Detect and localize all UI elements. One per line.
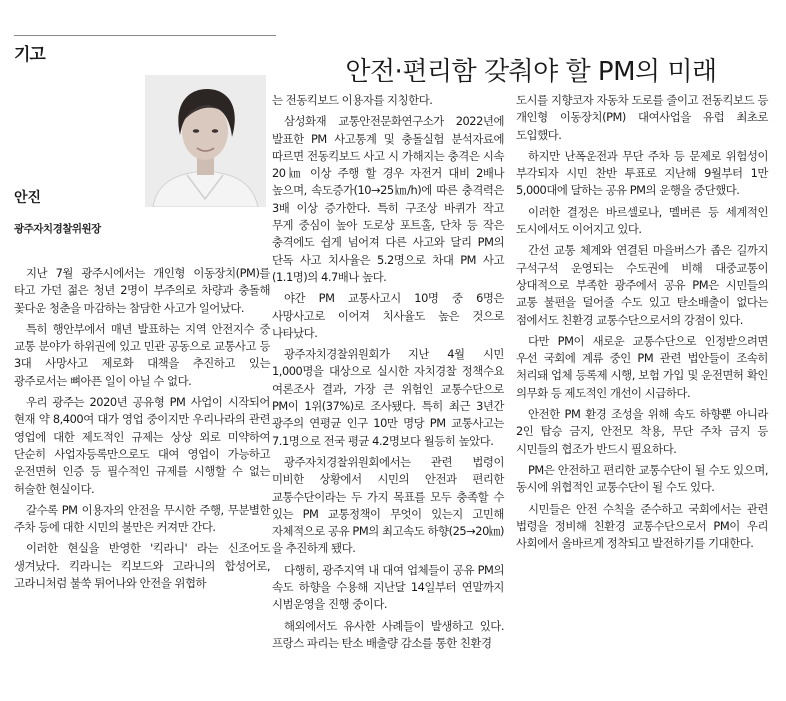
paragraph: 우리 광주는 2020년 공유형 PM 사업이 시작되어 현재 약 8,400여 대가 영업 중이지만 우리나라의 관련 영업에 대한 제도적인 규제는 상상 외로 미약하여 단순히 사업자등록만으로도 대여 영업이 가능하고 운전면허 인증 등 필수적인 규제를 시행할 수 없는 허술한 현실이다. [14,395,270,496]
article-column-1 [14,265,270,592]
paragraph: 특히 행안부에서 매년 발표하는 지역 안전지수 중 교통 분야가 하위권에 있고 민관 공동으로 교통사고 등 3대 사망사고 제로화 대책을 추진하고 있는 광주로서는 뼈아픈 일이 아닐 수 없다. [14,321,270,388]
paragraph: 하지만 난폭운전과 무단 주차 등 문제로 위험성이 부각되자 시민 찬반 투표로 지난해 9월부터 1만 5,000대에 달하는 공유 PM의 운행을 중단했다. [516,148,768,198]
paragraph: 야간 PM 교통사고시 10명 중 6명은 사망사고로 이어져 치사율도 높은 것으로 나타났다. [272,291,504,340]
paragraph: 지난 7월 광주시에서는 개인형 이동장치(PM)를 타고 가던 젊은 청년 2명이 부주의로 차량과 충돌해 꽃다운 청춘을 마감하는 참담한 사고가 일어났다. [14,266,270,315]
paragraph: 다행히, 광주지역 내 대여 업체들이 공유 PM의 속도 하향을 수용해 지난달 14일부터 연말까지 시범운영을 진행 중이다. [272,562,504,612]
article-headline: 안전·편리함 갖춰야 할 PM의 미래 [345,57,717,88]
paragraph: 해외에서도 유사한 사례들이 발생하고 있다. 프랑스 파리는 탄소 배출량 감소를 통한 친환경 [272,618,504,650]
paragraph: 갈수록 PM 이용자의 안전을 무시한 주행, 무분별한 주차 등에 대한 시민의 불만은 커져만 간다. [14,502,270,535]
paragraph: 도시를 지향코자 자동차 도로를 줄이고 전동킥보드 등 개인형 이동장치(PM) 대여사업을 유럽 최초로 도입했다. [516,93,768,142]
paragraph: 안전한 PM 환경 조성을 위해 속도 하향뿐 아니라 2인 탑승 금지, 안전모 착용, 무단 주차 금지 등 시민들의 협조가 반드시 필요하다. [516,407,768,456]
article-column-2 [272,92,504,652]
paragraph: 시민들은 안전 수칙을 준수하고 국회에서는 관련 법령을 정비해 친환경 교통수단으로서 PM이 우리 사회에서 올바르게 정착되고 발전하기를 기대한다. [516,501,768,551]
paragraph: 간선 교통 체계와 연결된 마을버스가 좁은 길까지 구석구석 운영되는 수도권에 비해 대중교통이 상대적으로 부족한 광주에서 공유 PM은 시민들의 교통 불편을 덜어줄 수도 있고 탄소배출이 없다는 점에서도 친환경 교통수단으로서의 강점이 있다. [516,243,768,327]
paragraph: 삼성화재 교통안전문화연구소가 2022년에 발표한 PM 사고통계 및 충돌실험 분석자료에 따르면 전동킥보드 사고 시 가해지는 충격은 시속 20㎞ 이상 주행 할 경우 자전거 대비 2배나 높으며, 속도증가(10→25㎞/h)에 따른 충격력은 3배 이상 증가한다. 특히 구조상 바퀴가 작고 무게 중심이 높아 도로상 포트홀, 단차 등 작은 충격에도 쉽게 넘어져 다른 사고와 달리 PM의 단독 사고 치사율은 5.2명으로 차대 PM 사고(1.1명)의 4.7배나 높다. [272,114,504,284]
paragraph: PM은 안전하고 편리한 교통수단이 될 수도 있으며, 동시에 위협적인 교통수단이 될 수도 있다. [516,462,768,495]
paragraph: 다만 PM이 새로운 교통수단으로 인정받으려면 우선 국회에 계류 중인 PM 관련 법안들이 조속히 처리돼 업체 등록제 시행, 보험 가입 및 운전면허 확인 의무화 등 제도적인 개선이 시급하다. [516,333,768,400]
paragraph: 광주자치경찰위원회에서는 관련 법령이 미비한 상황에서 시민의 안전과 편리한 교통수단이라는 두 가지 목표를 모두 충족할 수 있는 PM 교통정책이 무엇이 있는지 고민해 자체적으로 공유 PM의 최고속도 하향(25→20㎞)을 추진하게 됐다. [272,454,504,556]
paragraph: 광주자치경찰위원회가 지난 4월 시민 1,000명을 대상으로 실시한 자치경찰 정책수요 여론조사 결과, 가장 큰 위험인 교통수단으로 PM이 1위(37%)로 조사됐다. 특히 최근 3년간 광주의 연평균 인구 10만 명당 PM 교통사고는 7.1명으로 전국 평균 4.2명보다 월등히 높았다. [272,347,504,448]
paragraph: 는 전동킥보드 이용자를 지칭한다. [272,93,433,107]
paragraph: 이러한 현실을 반영한 '킥라니' 라는 신조어도 생겨났다. 킥라니는 킥보드와 고라니의 합성어로, 고라니처럼 불쑥 튀어나와 안전을 위협하 [14,541,270,591]
section-label: 기고 [14,45,45,65]
paragraph: 이러한 결정은 바르셀로나, 멜버른 등 세계적인 도시에서도 이어지고 있다. [516,204,768,237]
author-name: 안진 [14,190,42,206]
author-title: 광주자치경찰위원장 [14,223,101,235]
section-rule [14,35,276,36]
article-column-3 [516,92,768,552]
author-photo [145,75,266,207]
